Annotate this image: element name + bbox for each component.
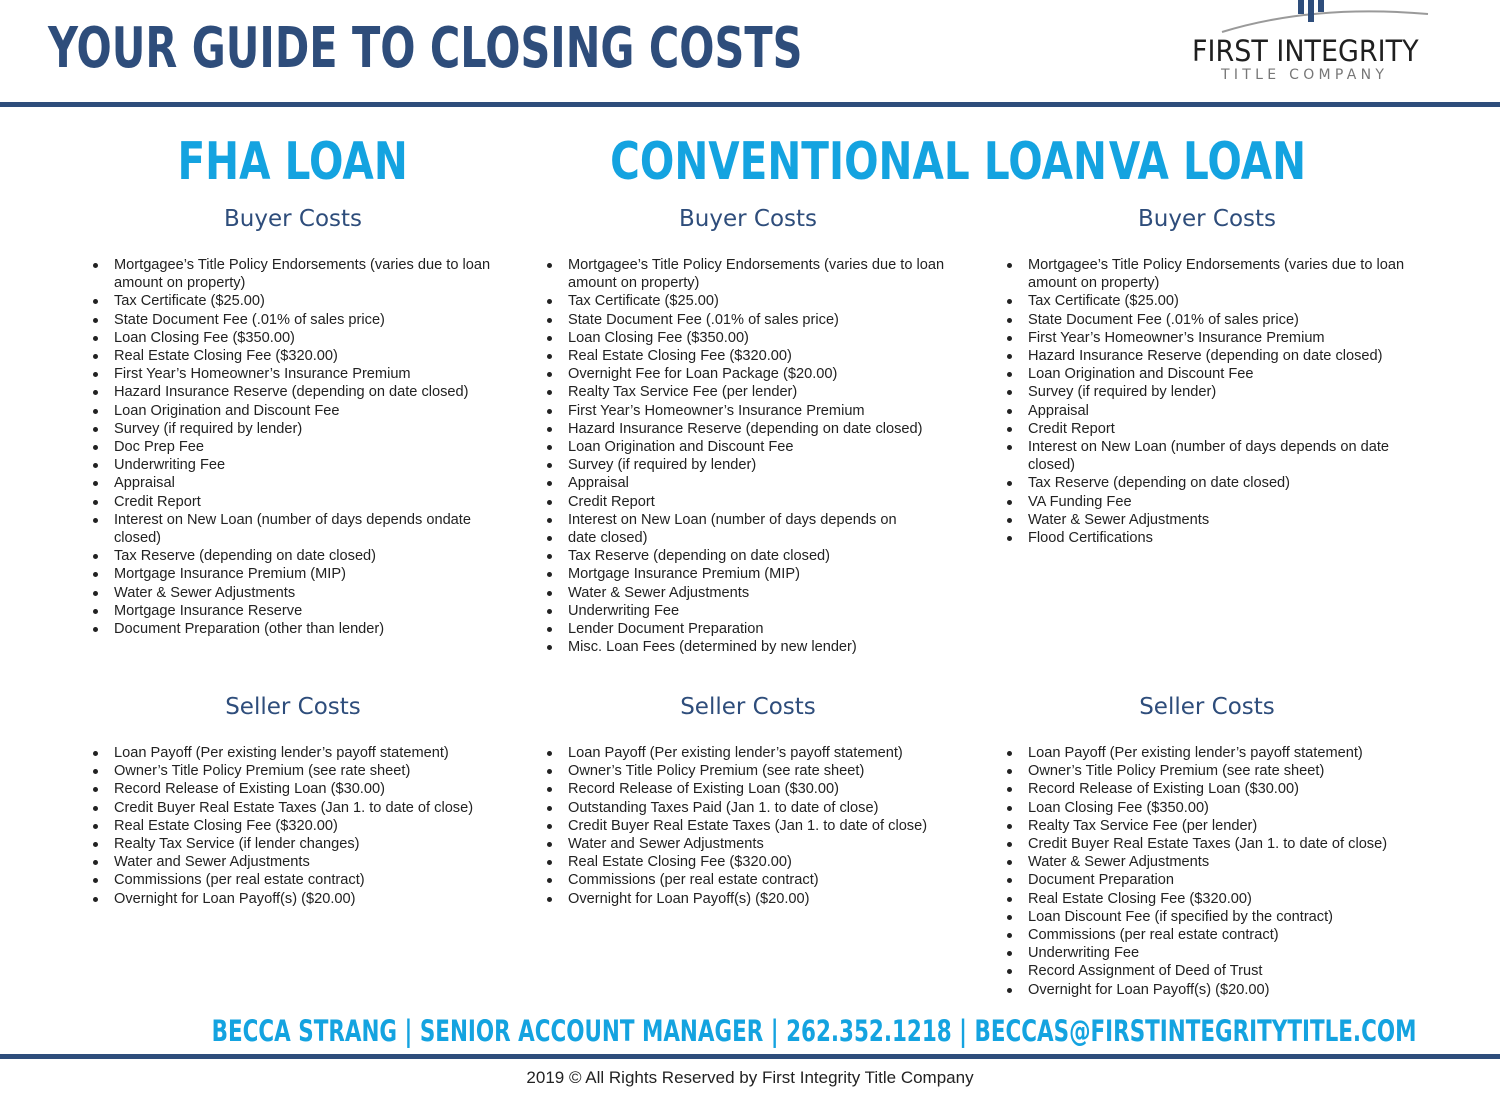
list-item: Appraisal [90,474,500,492]
list-item: State Document Fee (.01% of sales price) [90,311,500,329]
buyer-costs-heading: Buyer Costs [1138,206,1276,232]
buyer-costs-heading: Buyer Costs [679,206,817,232]
list-item: Realty Tax Service (if lender changes) [90,835,500,853]
list-item: Tax Reserve (depending on date closed) [90,547,500,565]
list-item: Interest on New Loan (number of days depends on date closed) [1004,438,1410,474]
list-item: Tax Reserve (depending on date closed) [1004,474,1410,492]
buyer-costs-list [1004,256,1410,547]
list-item: State Document Fee (.01% of sales price) [544,311,956,329]
list-item: Underwriting Fee [544,602,956,620]
list-item: Misc. Loan Fees (determined by new lender) [544,638,956,656]
list-item: Record Release of Existing Loan ($30.00) [1004,780,1410,798]
seller-costs-heading: Seller Costs [680,694,816,720]
list-item: Owner’s Title Policy Premium (see rate sheet) [1004,762,1410,780]
list-item: Doc Prep Fee [90,438,500,456]
list-item: Credit Buyer Real Estate Taxes (Jan 1. to date of close) [90,799,500,817]
buyer-costs-list [544,256,956,656]
list-item: Loan Origination and Discount Fee [90,402,500,420]
list-item: Credit Report [1004,420,1410,438]
buyer-costs-heading: Buyer Costs [224,206,362,232]
seller-costs-heading: Seller Costs [225,694,361,720]
seller-costs-list [1004,744,1410,999]
list-item: Mortgagee’s Title Policy Endorsements (varies due to loan amount on property) [544,256,956,292]
list-item: Loan Payoff (Per existing lender’s payoff statement) [90,744,500,762]
list-item: Hazard Insurance Reserve (depending on date closed) [90,383,500,401]
list-item: Loan Origination and Discount Fee [544,438,956,456]
list-item: Credit Report [90,493,500,511]
list-item: Loan Origination and Discount Fee [1004,365,1410,383]
list-item: Realty Tax Service Fee (per lender) [1004,817,1410,835]
list-item: date closed) [544,529,956,547]
list-item: First Year’s Homeowner’s Insurance Premium [544,402,956,420]
header-divider [0,102,1500,107]
list-item: Loan Closing Fee ($350.00) [1004,799,1410,817]
list-item: Mortgage Insurance Premium (MIP) [544,565,956,583]
list-item: Water & Sewer Adjustments [1004,853,1410,871]
list-item: Real Estate Closing Fee ($320.00) [1004,890,1410,908]
list-item: Tax Reserve (depending on date closed) [544,547,956,565]
list-item: Water and Sewer Adjustments [544,835,956,853]
list-item: Record Release of Existing Loan ($30.00) [544,780,956,798]
list-item: First Year’s Homeowner’s Insurance Premium [90,365,500,383]
list-item: Loan Discount Fee (if specified by the contract) [1004,908,1410,926]
list-item: Tax Certificate ($25.00) [544,292,956,310]
list-item: Record Assignment of Deed of Trust [1004,962,1410,980]
list-item: Mortgage Insurance Premium (MIP) [90,565,500,583]
loan-heading: CONVENTIONAL LOAN [610,132,1107,192]
list-item: Appraisal [1004,402,1410,420]
list-item: Credit Buyer Real Estate Taxes (Jan 1. to date of close) [1004,835,1410,853]
copyright-footer: 2019 © All Rights Reserved by First Integrity Title Company [526,1068,974,1087]
list-item: First Year’s Homeowner’s Insurance Premium [1004,329,1410,347]
page-title: YOUR GUIDE TO CLOSING COSTS [48,16,803,81]
list-item: Overnight for Loan Payoff(s) ($20.00) [544,890,956,908]
list-item: Water & Sewer Adjustments [544,584,956,602]
list-item: Commissions (per real estate contract) [90,871,500,889]
list-item: Survey (if required by lender) [1004,383,1410,401]
contact-line: BECCA STRANG | SENIOR ACCOUNT MANAGER | 262.352.1218 | BECCAS@FIRSTINTEGRITYTITLE.COM [211,1014,1417,1048]
list-item: Hazard Insurance Reserve (depending on date closed) [544,420,956,438]
list-item: State Document Fee (.01% of sales price) [1004,311,1410,329]
list-item: Tax Certificate ($25.00) [90,292,500,310]
list-item: Real Estate Closing Fee ($320.00) [90,347,500,365]
list-item: Survey (if required by lender) [90,420,500,438]
list-item: Commissions (per real estate contract) [1004,926,1410,944]
list-item: Overnight for Loan Payoff(s) ($20.00) [90,890,500,908]
list-item: Document Preparation (other than lender) [90,620,500,638]
list-item: Water & Sewer Adjustments [1004,511,1410,529]
list-item: Real Estate Closing Fee ($320.00) [544,347,956,365]
logo-wordmark: FIRST INTEGRITY [1192,34,1419,68]
list-item: Tax Certificate ($25.00) [1004,292,1410,310]
list-item: Real Estate Closing Fee ($320.00) [544,853,956,871]
list-item: Underwriting Fee [1004,944,1410,962]
list-item: Interest on New Loan (number of days depends ondate closed) [90,511,500,547]
seller-costs-list [90,744,500,908]
list-item: Interest on New Loan (number of days depends on [544,511,956,529]
list-item: Overnight Fee for Loan Package ($20.00) [544,365,956,383]
list-item: Lender Document Preparation [544,620,956,638]
list-item: Loan Payoff (Per existing lender’s payoff statement) [1004,744,1410,762]
list-item: Owner’s Title Policy Premium (see rate sheet) [544,762,956,780]
loan-heading: VA LOAN [1108,132,1306,192]
list-item: Appraisal [544,474,956,492]
list-item: Water and Sewer Adjustments [90,853,500,871]
list-item: Owner’s Title Policy Premium (see rate sheet) [90,762,500,780]
list-item: Record Release of Existing Loan ($30.00) [90,780,500,798]
list-item: Survey (if required by lender) [544,456,956,474]
list-item: Outstanding Taxes Paid (Jan 1. to date of close) [544,799,956,817]
list-item: Credit Buyer Real Estate Taxes (Jan 1. to date of close) [544,817,956,835]
loan-heading: FHA LOAN [177,132,409,192]
company-logo [1188,0,1438,90]
list-item: Mortgagee’s Title Policy Endorsements (varies due to loan amount on property) [1004,256,1410,292]
seller-costs-list [544,744,956,908]
list-item: Document Preparation [1004,871,1410,889]
list-item: Mortgagee’s Title Policy Endorsements (varies due to loan amount on property) [90,256,500,292]
list-item: Credit Report [544,493,956,511]
buyer-costs-list [90,256,500,638]
footer-divider [0,1054,1500,1059]
fha-loan-column [86,130,500,907]
va-loan-column [1004,130,1410,998]
list-item: Flood Certifications [1004,529,1410,547]
list-item: Water & Sewer Adjustments [90,584,500,602]
list-item: Overnight for Loan Payoff(s) ($20.00) [1004,981,1410,999]
logo-tagline: TITLE COMPANY [1221,67,1389,83]
list-item: Commissions (per real estate contract) [544,871,956,889]
list-item: Loan Closing Fee ($350.00) [544,329,956,347]
list-item: Mortgage Insurance Reserve [90,602,500,620]
list-item: Realty Tax Service Fee (per lender) [544,383,956,401]
list-item: Loan Closing Fee ($350.00) [90,329,500,347]
list-item: Hazard Insurance Reserve (depending on date closed) [1004,347,1410,365]
list-item: VA Funding Fee [1004,493,1410,511]
seller-costs-heading: Seller Costs [1139,694,1275,720]
list-item: Loan Payoff (Per existing lender’s payoff statement) [544,744,956,762]
list-item: Real Estate Closing Fee ($320.00) [90,817,500,835]
list-item: Underwriting Fee [90,456,500,474]
